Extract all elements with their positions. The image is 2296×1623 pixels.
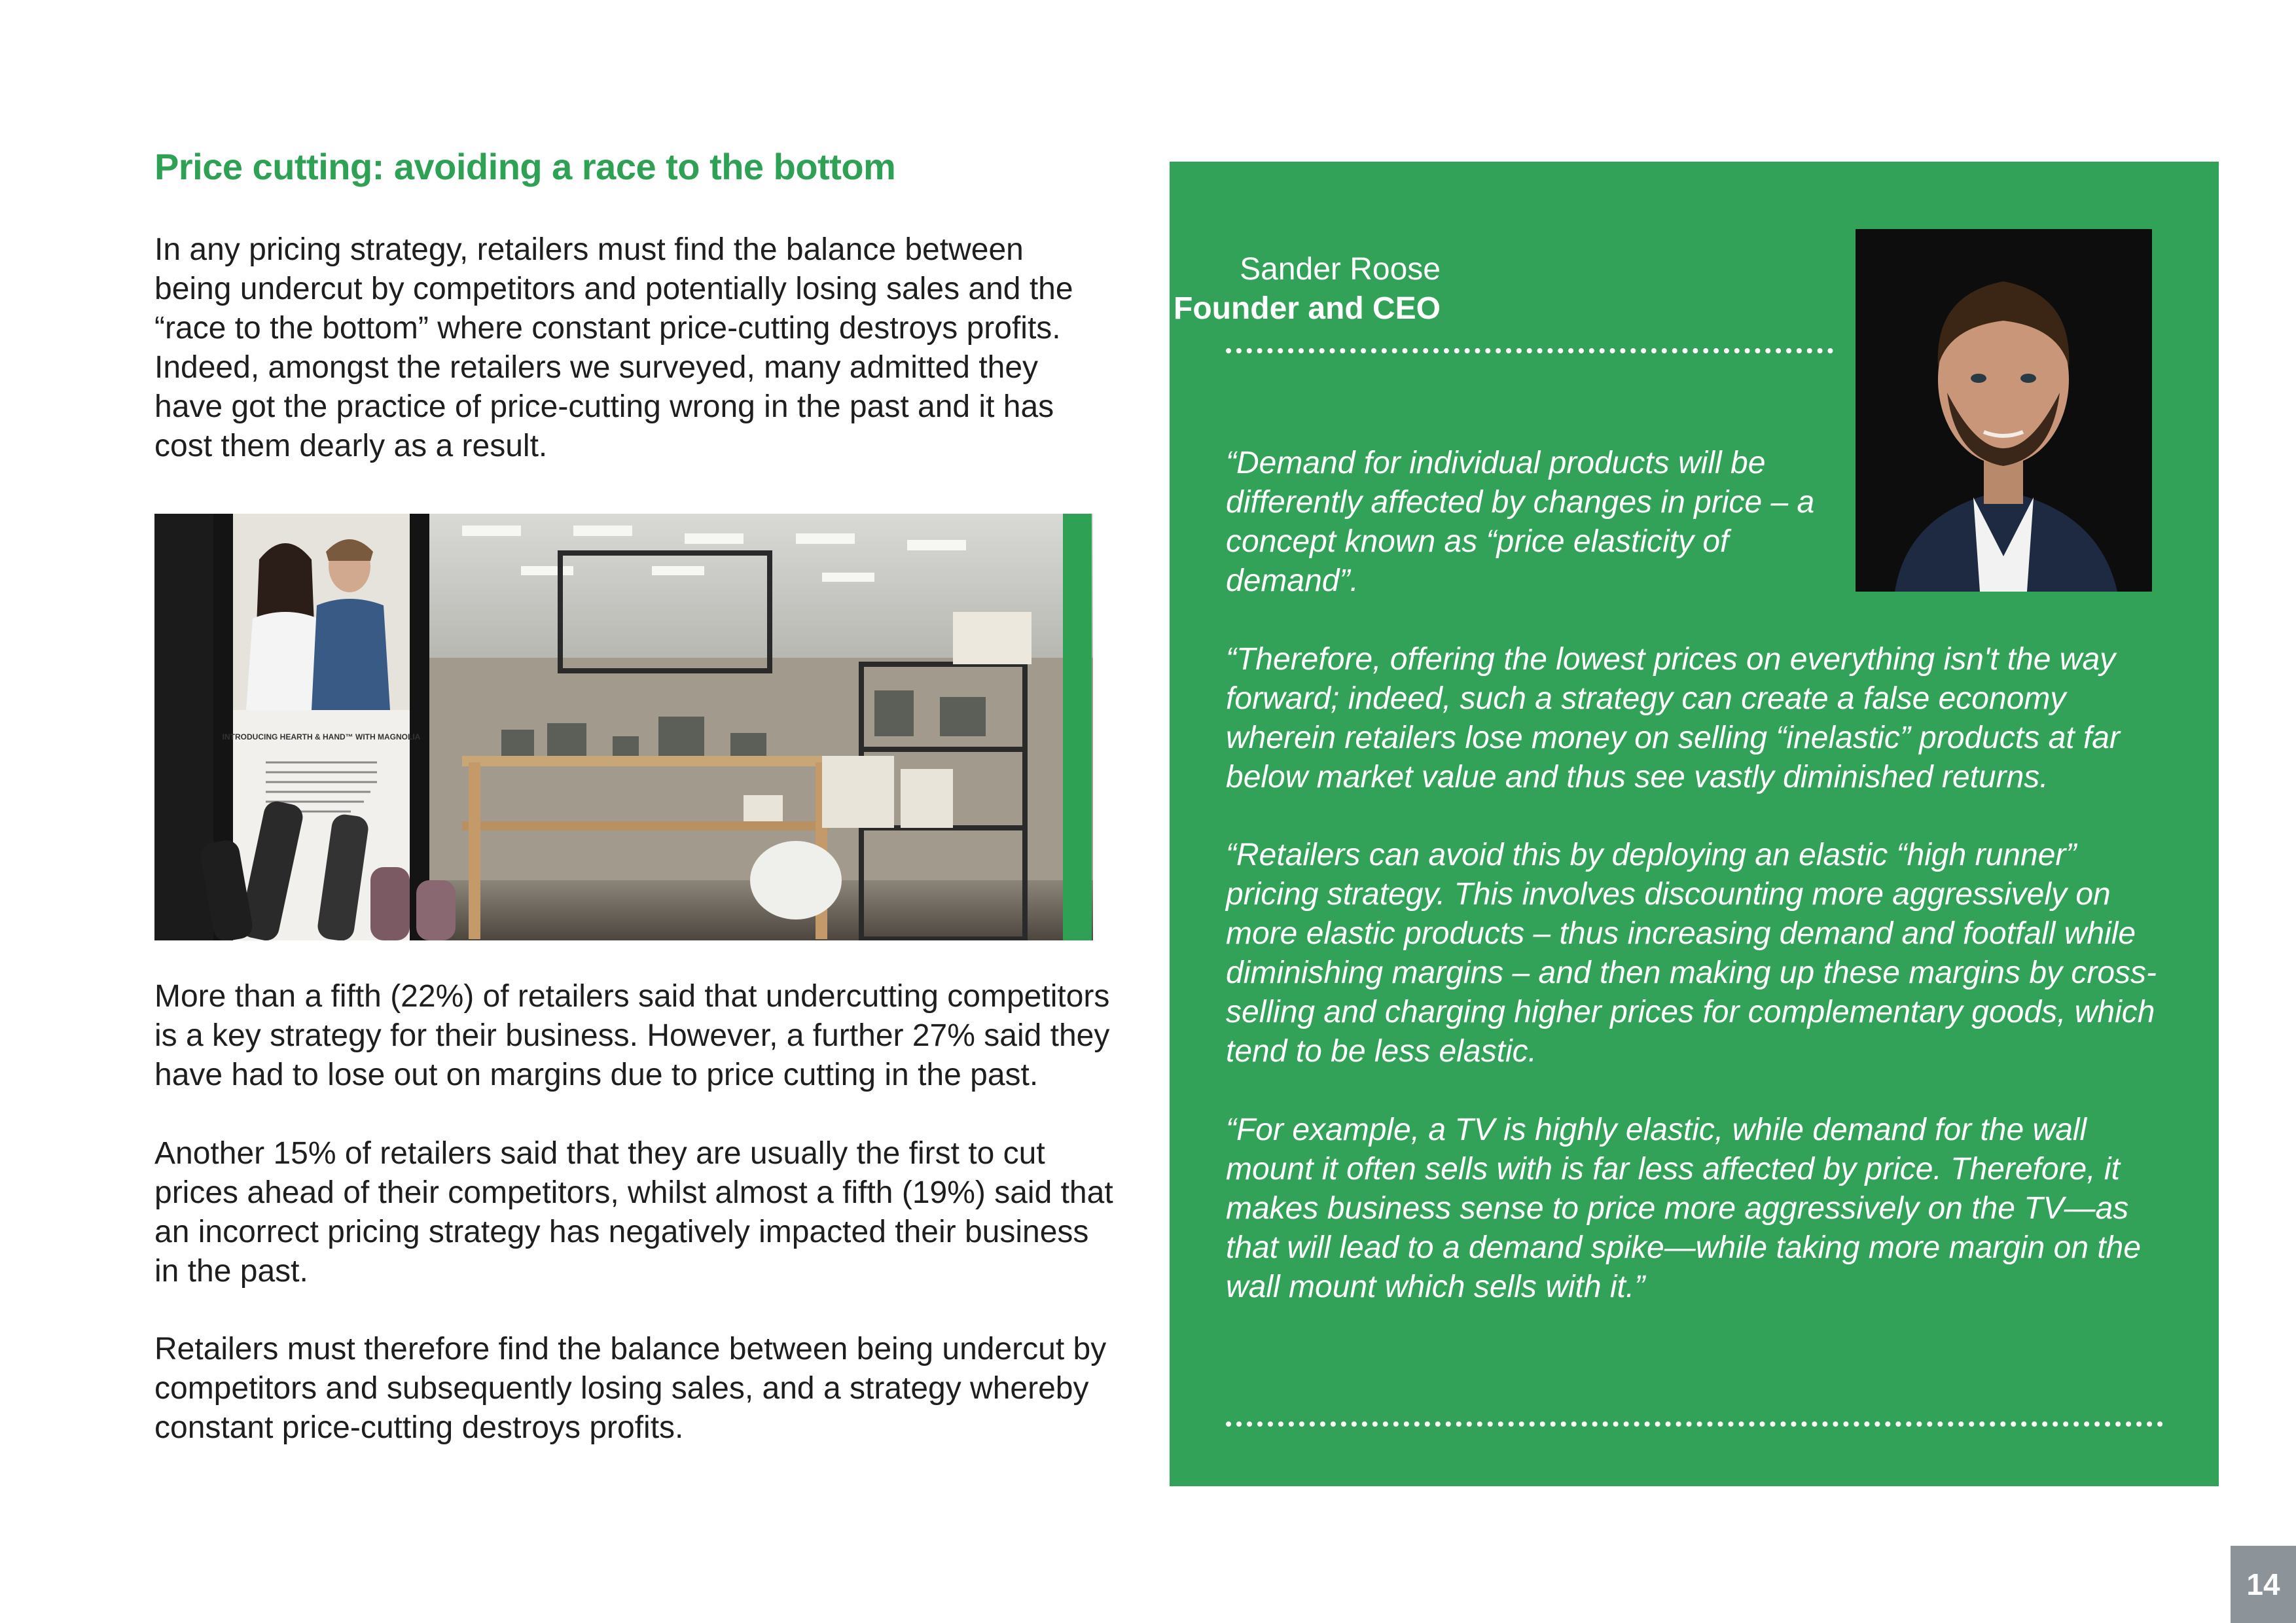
dotted-divider-bottom: [1226, 1421, 2163, 1427]
body-paragraph: Retailers must therefore find the balance between being undercut by competitors and subsequently losing sales, and a strategy whereby constant price-cutting destroys profits.: [154, 1332, 1107, 1445]
section-heading: Price cutting: avoiding a race to the bottom: [154, 146, 896, 187]
speaker-role: Founder and CEO: [1174, 291, 1441, 326]
sign-title-text: INTRODUCING HEARTH & HAND™ WITH MAGNOLIA: [222, 732, 421, 741]
store-display-photo: [154, 514, 1093, 940]
photo-accent-stripe: [1063, 514, 1092, 940]
quote-paragraph: “Retailers can avoid this by deploying an elastic “high runner” pricing strategy. This involves discounting more aggressively on more elastic products – thus increasing demand and footfall while diminishing margins – and then making up these margins by cross-selling and charging higher prices for complementary goods, which tend to be less elastic.: [1226, 838, 2157, 1069]
intro-paragraph: In any pricing strategy, retailers must find the balance between being undercut by competitors and potentially losing sales and the “race to the bottom” where constant price-cutting destroys profits. Indeed, amongst the retailers we surveyed, many admitted they have got the practice of price-cutting wrong in the past and it has cost them dearly as a result.: [154, 232, 1073, 463]
body-paragraph: More than a fifth (22%) of retailers said that undercutting competitors is a key strategy for their business. However, a further 27% said they have had to lose out on margins due to price cutting in the past.: [154, 979, 1110, 1092]
quote-paragraph: “Demand for individual products will be differently affected by changes in price – a concept known as “price elasticity of demand”.: [1226, 446, 1815, 598]
speaker-name: Sander Roose: [1240, 252, 1441, 287]
dotted-divider-top: [1226, 348, 1833, 353]
page-number: 14: [2231, 1546, 2296, 1623]
quote-paragraph: “Therefore, offering the lowest prices on everything isn't the way forward; indeed, such a strategy can create a false economy wherein retailers lose money on selling “inelastic” products at far below market value and thus see vastly diminished returns.: [1226, 642, 2120, 794]
speaker-portrait: [1856, 229, 2152, 592]
body-paragraph: Another 15% of retailers said that they are usually the first to cut prices ahead of their competitors, whilst almost a fifth (19%) said that an incorrect pricing strategy has negatively impacted their business in the past.: [154, 1136, 1113, 1289]
quote-paragraph: “For example, a TV is highly elastic, while demand for the wall mount it often sells with is far less affected by price. Therefore, it makes business sense to price more aggressively on the TV—as that will lead to a demand spike—while taking more margin on the wall mount which sells with it.”: [1226, 1113, 2142, 1304]
